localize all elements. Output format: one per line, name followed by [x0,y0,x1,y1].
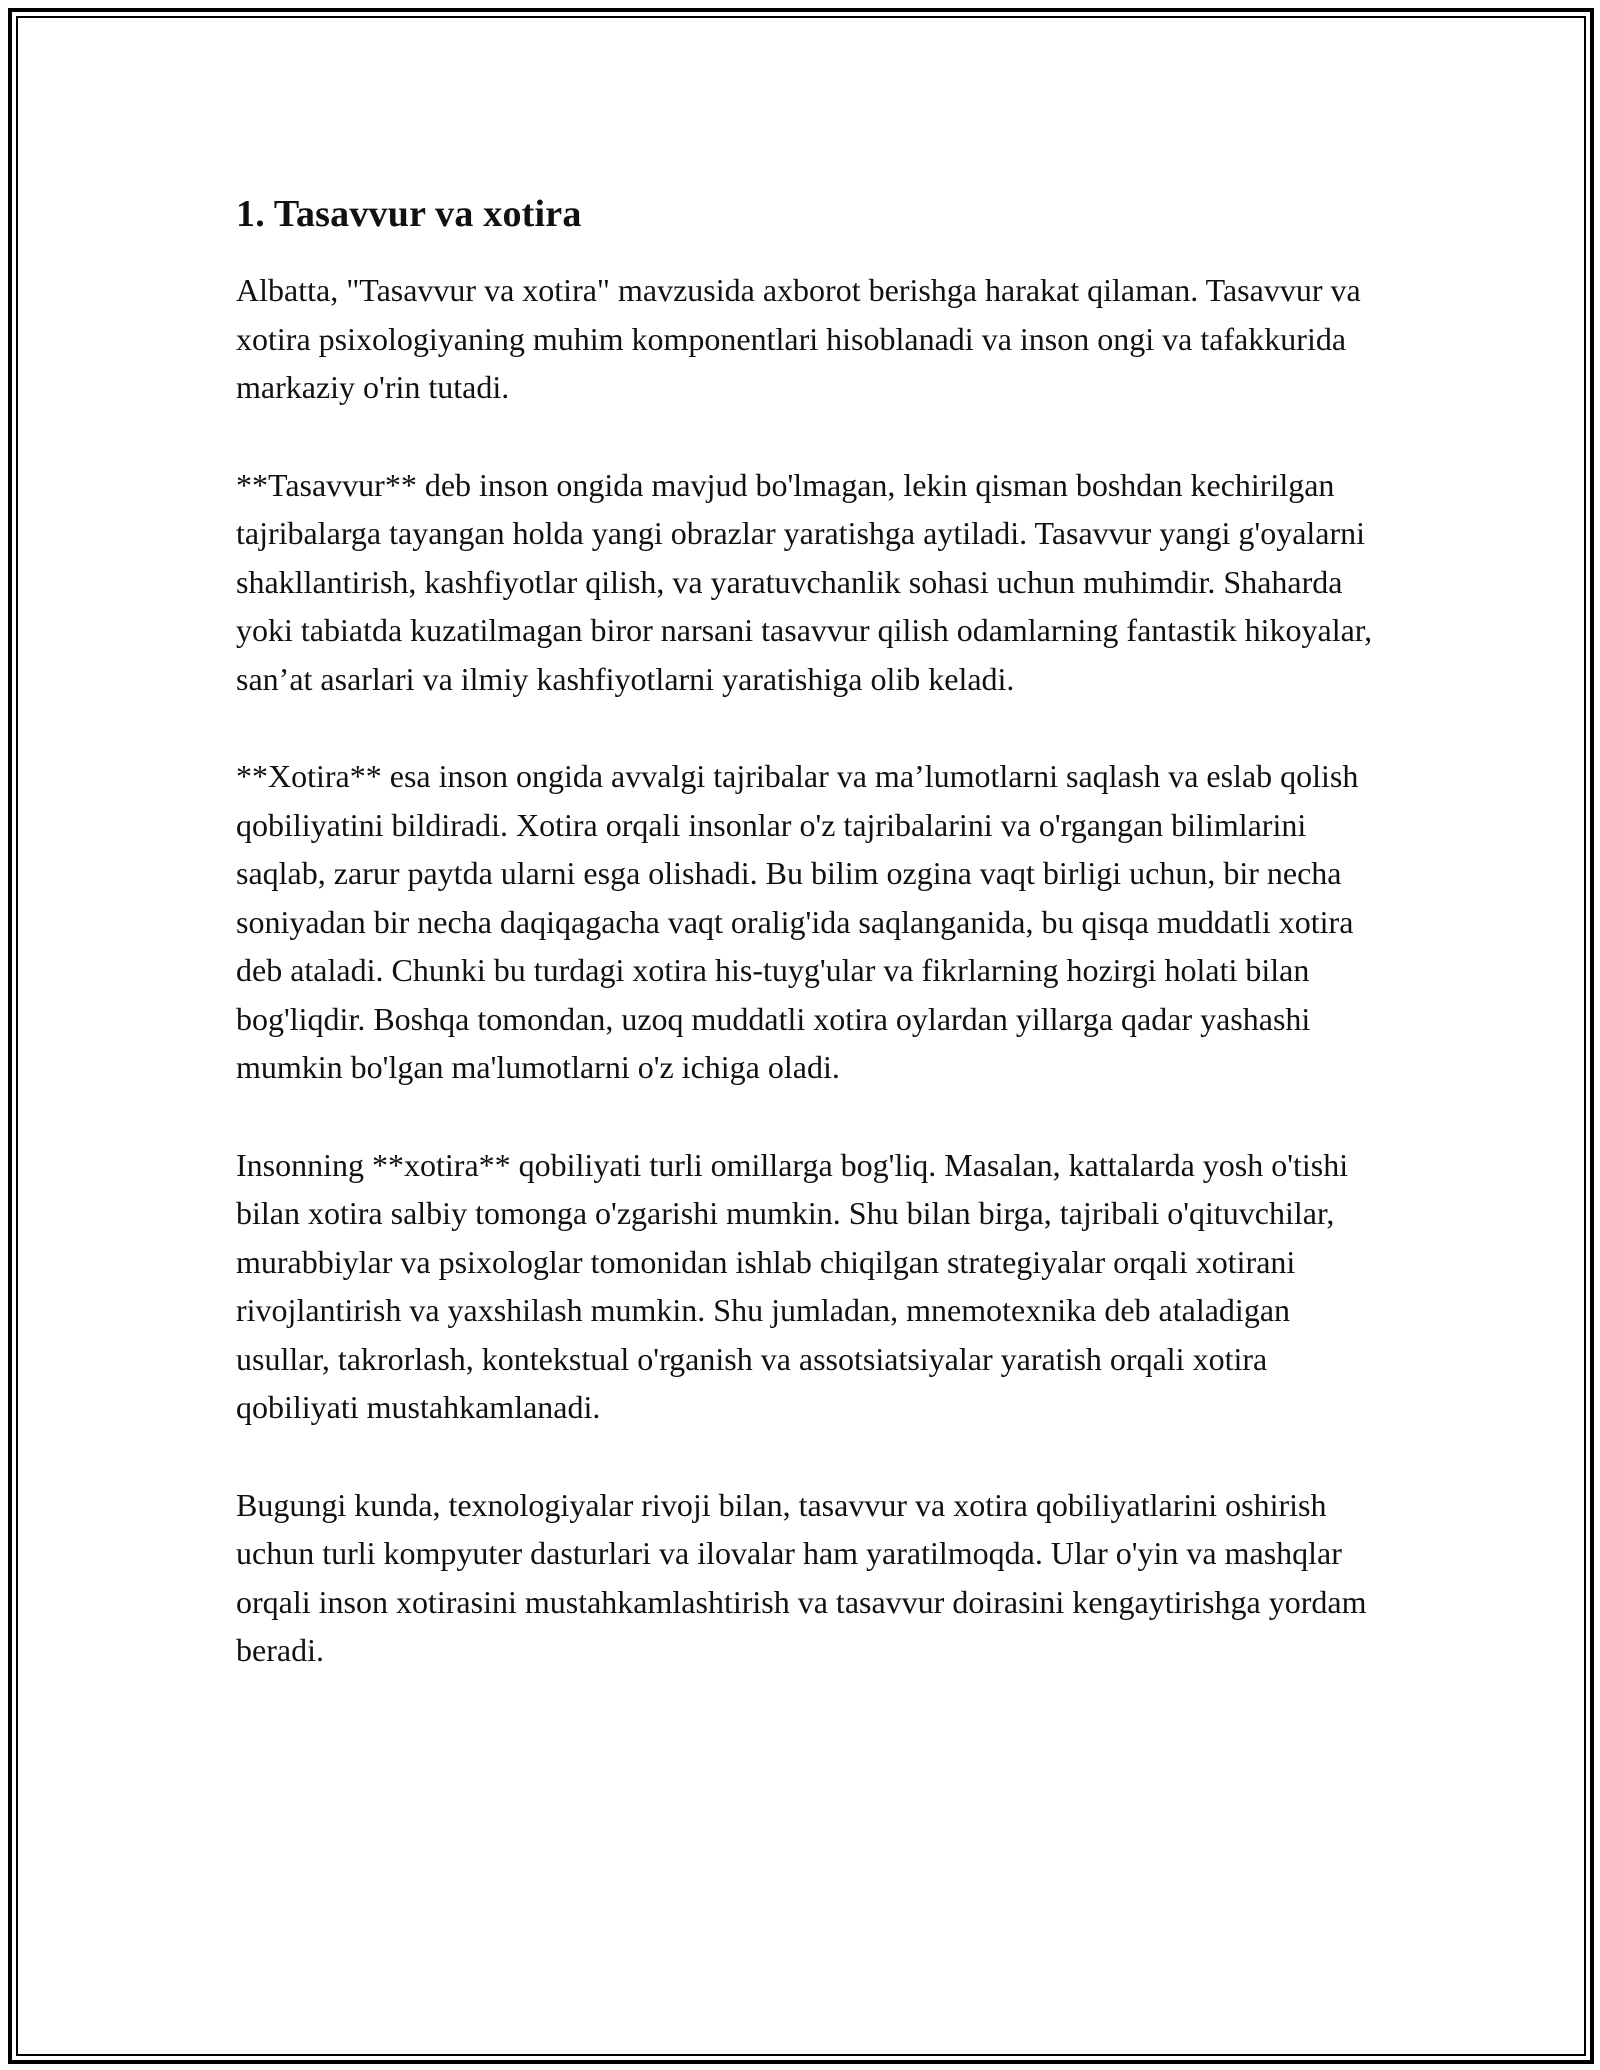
paragraph-intro: Albatta, "Tasavvur va xotira" mavzusida axborot berishga harakat qilaman. Tasavvur va xotira psixologiyaning muhim komponentlari hisoblanadi va inson ongi va tafakkurida markaziy o'rin tutadi. [236,272,1361,405]
document-body [236,190,1376,1724]
paragraph-technology: Bugungi kunda, texnologiyalar rivoji bilan, tasavvur va xotira qobiliyatlarini oshirish uchun turli kompyuter dasturlari va ilovalar ham yaratilmoqda. Ular o'yin va mashqlar orqali inson xotirasini mustahkamlashtirish va tasavvur doirasini kengaytirishga yordam beradi. [236,1486,1367,1668]
paragraph-xotira-factors: Insonning **xotira** qobiliyati turli omillarga bog'liq. Masalan, kattalarda yosh o'tishi bilan xotira salbiy tomonga o'zgarishi mumkin. Shu bilan birga, tajribali o'qituvchilar, murabbiylar va psixologlar tomonidan ishlab chiqilgan strategiyalar orqali xotirani rivojlantirish va yaxshilash mumkin. Shu jumladan, mnemotexnika deb ataladigan usullar, takrorlash, kontekstual o'rganish va assotsiatsiyalar yaratish orqali xotira qobiliyati mustahkamlanadi. [236,1146,1349,1425]
paragraph-xotira: **Xotira** esa inson ongida avvalgi tajribalar va ma’lumotlarni saqlash va eslab qolish qobiliyatini bildiradi. Xotira orqali insonlar o'z tajribalarini va o'rgangan bilimlarini saqlab, zarur paytda ularni esga olishadi. Bu bilim ozgina vaqt birligi uchun, bir necha soniyadan bir necha daqiqagacha vaqt oralig'ida saqlanganida, bu qisqa muddatli xotira deb ataladi. Chunki bu turdagi xotira his-tuyg'ular va fikrlarning hozirgi holati bilan bog'liqdir. Boshqa tomondan, uzoq muddatli xotira oylardan yillarga qadar yashashi mumkin bo'lgan ma'lumotlarni o'z ichiga oladi. [236,758,1359,1085]
document-title: 1. Tasavvur va xotira [236,193,582,235]
paragraph-tasavvur: **Tasavvur** deb inson ongida mavjud bo'lmagan, lekin qisman boshdan kechirilgan tajribalarga tayangan holda yangi obrazlar yaratishga aytiladi. Tasavvur yangi g'oyalarni shakllantirish, kashfiyotlar qilish, va yaratuvchanlik sohasi uchun muhimdir. Shaharda yoki tabiatda kuzatilmagan biror narsani tasavvur qilish odamlarning fantastik hikoyalar, san’at asarlari va ilmiy kashfiyotlarni yaratishiga olib keladi. [236,466,1373,697]
